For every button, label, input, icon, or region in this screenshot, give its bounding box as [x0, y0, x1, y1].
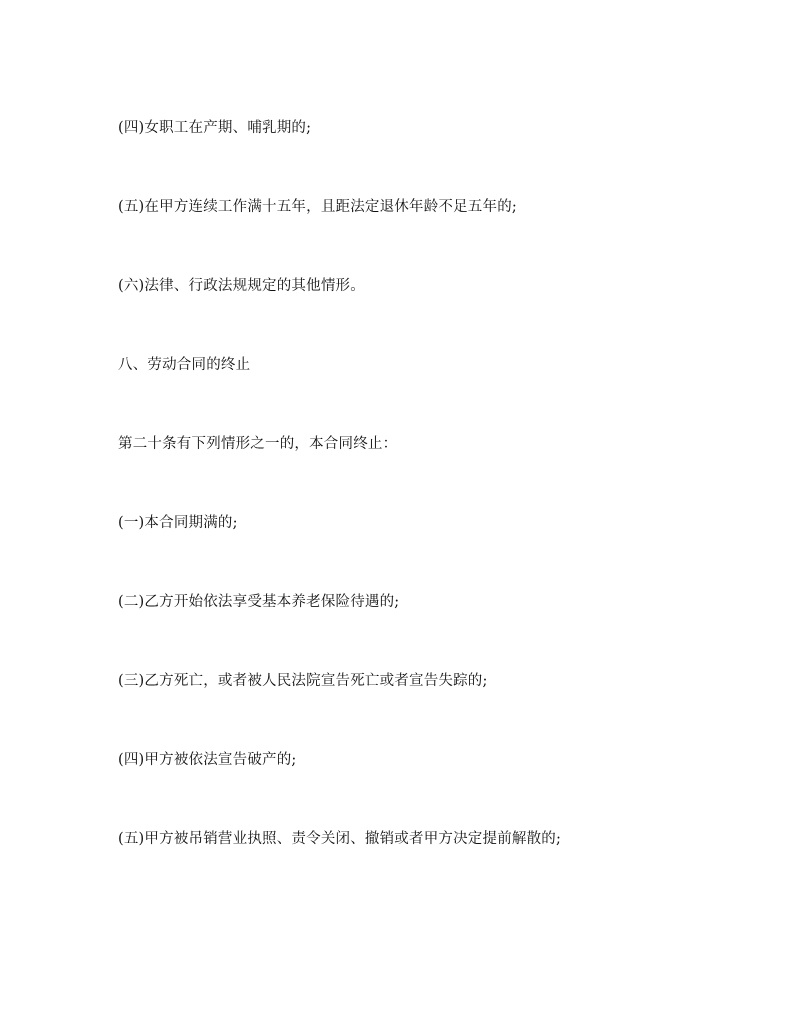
- article-20-intro: 第二十条有下列情形之一的，本合同终止：: [118, 436, 398, 452]
- termination-item-5-dissolution: (五)甲方被吊销营业执照、责令关闭、撤销或者甲方决定提前解散的;: [118, 831, 562, 847]
- section-heading-contract-termination: 八、劳动合同的终止: [118, 357, 251, 373]
- clause-item-5-fifteen-years-service: (五)在甲方连续工作满十五年，且距法定退休年龄不足五年的;: [118, 199, 517, 215]
- termination-item-2-pension: (二)乙方开始依法享受基本养老保险待遇的;: [118, 594, 400, 610]
- clause-item-6-other-circumstances: (六)法律、行政法规规定的其他情形。: [118, 278, 365, 294]
- termination-item-3-death: (三)乙方死亡，或者被人民法院宣告死亡或者宣告失踪的;: [118, 673, 488, 689]
- termination-item-1-expiry: (一)本合同期满的;: [118, 515, 238, 531]
- clause-item-4-female-workers: (四)女职工在产期、哺乳期的;: [118, 120, 312, 136]
- termination-item-4-bankruptcy: (四)甲方被依法宣告破产的;: [118, 752, 297, 768]
